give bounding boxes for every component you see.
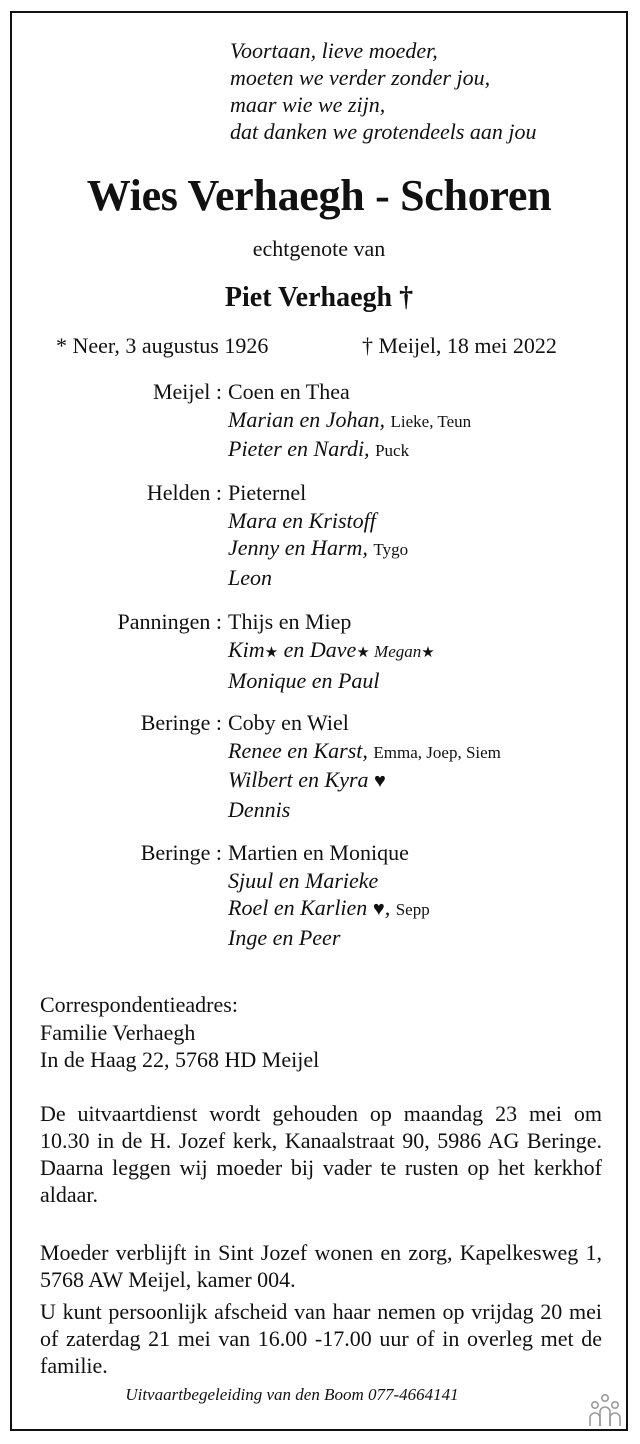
family-parent: Coby en Wiel (228, 710, 349, 735)
star-icon: ★ (264, 644, 279, 661)
family-child (228, 406, 471, 436)
poem-line: Voortaan, lieve moeder, (230, 38, 438, 63)
family-child: Leon (228, 564, 272, 590)
star-icon: ★ (421, 644, 435, 661)
spouse-name: Piet Verhaegh † (224, 282, 414, 313)
child-name: Renee en Karst, (228, 737, 368, 763)
paragraph-text: U kunt persoonlijk afscheid van haar nemen op vrijdag 20 mei of zaterdag 21 mei van 16.00 -17.00 uur of in overleg met de familie. (40, 1299, 602, 1378)
star-icon: ★ (356, 644, 370, 661)
grandchildren: Emma, Joep, Siem (373, 742, 501, 762)
correspondence-address (40, 991, 319, 1074)
family-child (228, 894, 430, 924)
funeral-info-paragraph (40, 1100, 602, 1208)
family-parent: Thijs en Miep (228, 609, 352, 634)
family-child (228, 636, 435, 668)
heart-icon: ♥ (372, 898, 385, 920)
correspondence-name: Familie Verhaegh (40, 1019, 196, 1045)
child-name: Jenny en Harm, (228, 535, 368, 560)
grandchildren: Megan (369, 641, 422, 661)
family-members (228, 709, 501, 823)
family-members (228, 479, 408, 591)
birth-date: * Neer, 3 augustus 1926 (56, 333, 269, 358)
death-date: † Meijel, 18 mei 2022 (362, 333, 557, 358)
family-child: Sjuul en Marieke (228, 867, 379, 893)
family-parent: Pieternel (228, 480, 307, 505)
farewell-paragraph (40, 1298, 602, 1379)
grandchildren: Puck (375, 441, 410, 460)
poem-line: dat danken we grotendeels aan jou (230, 119, 537, 144)
family-child (228, 435, 471, 465)
grandchildren: Sepp (395, 900, 430, 919)
family-child (228, 737, 501, 767)
family-child: Inge en Peer (228, 924, 341, 950)
people-group-icon (586, 1392, 624, 1430)
child-name: Wilbert en Kyra (228, 767, 369, 792)
spouse-label: echtgenote van (252, 236, 386, 261)
obituary-card (10, 11, 628, 1431)
child-name: en Dave (278, 636, 357, 662)
residence-paragraph (40, 1239, 602, 1293)
family-child (228, 534, 408, 564)
poem-line: moeten we verder zonder jou, (230, 65, 491, 90)
deceased-name: Wies Verhaegh - Schoren (86, 171, 552, 220)
poem (230, 37, 537, 145)
paragraph-text: Moeder verblijft in Sint Jozef wonen en zorg, Kapelkesweg 1, 5768 AW Meijel, kamer 004. (40, 1240, 602, 1292)
family-members (228, 378, 471, 465)
correspondence-street: In de Haag 22, 5768 HD Meijel (40, 1047, 320, 1072)
poem-line: maar wie we zijn, (230, 92, 386, 117)
child-name: Marian en Johan, (228, 406, 386, 432)
family-child (228, 766, 501, 796)
grandchildren: Tygo (373, 540, 409, 559)
child-name: Pieter en Nardi, (228, 436, 370, 461)
family-child: Dennis (228, 796, 291, 822)
family-child: Monique en Paul (228, 668, 380, 693)
grandchildren: Lieke, Teun (390, 411, 472, 431)
paragraph-text: De uitvaartdienst wordt gehouden op maandag 23 mei om 10.30 in de H. Jozef kerk, Kanaalstraat 90, 5986 AG Beringe. Daarna leggen wij moeder bij vader te rusten op het kerkhof aldaar. (40, 1101, 602, 1207)
family-place: Meijel : (152, 379, 222, 404)
family-parent: Martien en Monique (228, 840, 409, 865)
family-parent: Coen en Thea (228, 379, 350, 404)
family-place: Panningen : (117, 609, 222, 634)
funeral-director: Uitvaartbegeleiding van den Boom 077-4664141 (125, 1385, 459, 1404)
family-members (228, 608, 435, 695)
comma: , (384, 895, 391, 920)
child-name: Kim (228, 636, 265, 662)
correspondence-label: Correspondentieadres: (40, 992, 238, 1017)
family-members (228, 839, 430, 951)
family-place: Beringe : (140, 710, 222, 735)
heart-icon: ♥ (374, 770, 386, 792)
family-child: Mara en Kristoff (228, 507, 376, 533)
family-place: Helden : (146, 480, 222, 505)
family-place: Beringe : (140, 840, 222, 865)
child-name: Roel en Karlien (228, 895, 368, 920)
